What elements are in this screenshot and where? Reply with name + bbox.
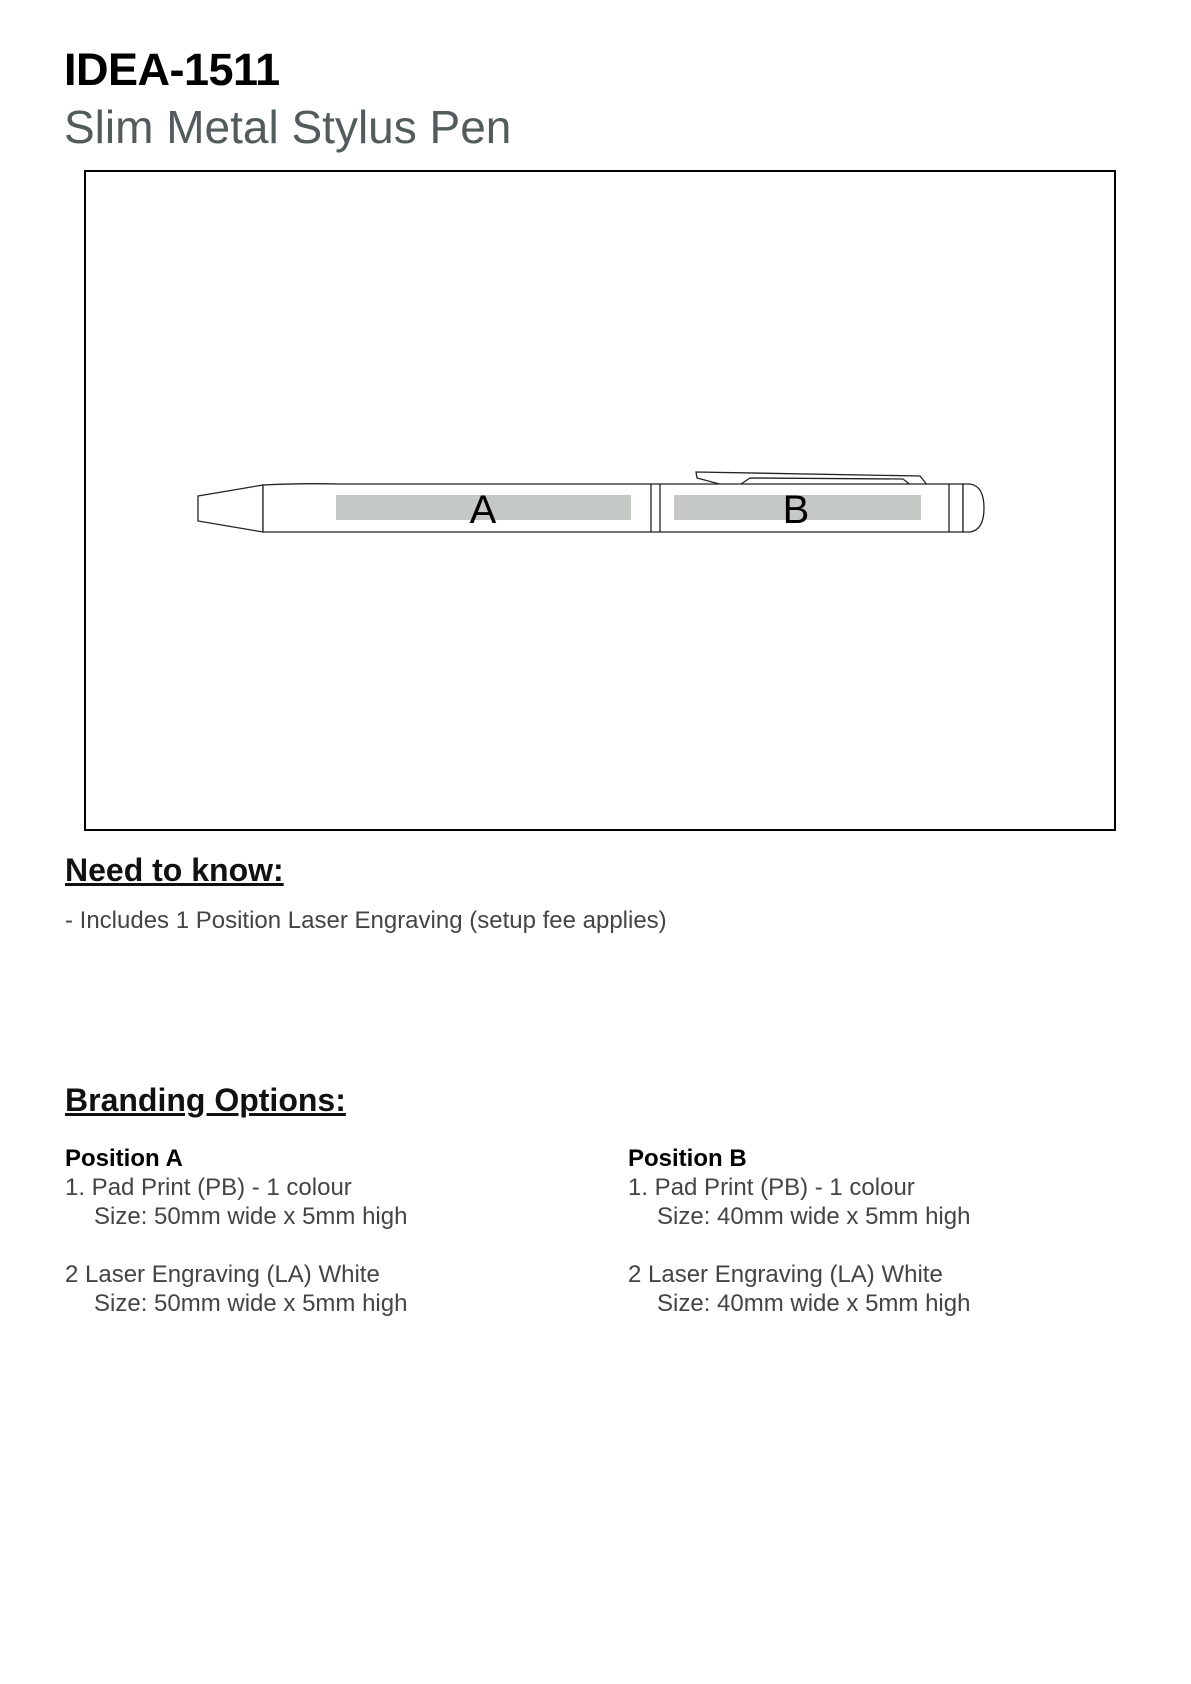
- pen-tip: [198, 485, 263, 532]
- position-a-column: [65, 1145, 407, 1318]
- position-b-option-2: 2 Laser Engraving (LA) White: [628, 1261, 943, 1288]
- position-b-column: [628, 1145, 970, 1318]
- product-code: IDEA-1511: [64, 44, 280, 95]
- position-b-title: Position B: [628, 1145, 747, 1172]
- branding-options-heading: Branding Options:: [65, 1082, 346, 1118]
- product-title: Slim Metal Stylus Pen: [64, 101, 512, 153]
- position-a-option-2: 2 Laser Engraving (LA) White: [65, 1261, 380, 1288]
- pen-end-cap: [963, 484, 984, 532]
- position-a-option-2-size: Size: 50mm wide x 5mm high: [94, 1290, 408, 1317]
- position-a-option-1-size: Size: 50mm wide x 5mm high: [94, 1203, 408, 1230]
- need-to-know-heading: Need to know:: [65, 852, 284, 888]
- position-a-option-1: 1. Pad Print (PB) - 1 colour: [65, 1174, 352, 1201]
- label-a: A: [469, 488, 497, 532]
- position-b-option-2-size: Size: 40mm wide x 5mm high: [657, 1290, 971, 1317]
- label-b: B: [782, 488, 810, 532]
- position-b-option-1: 1. Pad Print (PB) - 1 colour: [628, 1174, 915, 1201]
- position-b-option-1-size: Size: 40mm wide x 5mm high: [657, 1203, 971, 1230]
- position-a-title: Position A: [65, 1145, 183, 1172]
- need-to-know-item: - Includes 1 Position Laser Engraving (setup fee applies): [65, 907, 667, 934]
